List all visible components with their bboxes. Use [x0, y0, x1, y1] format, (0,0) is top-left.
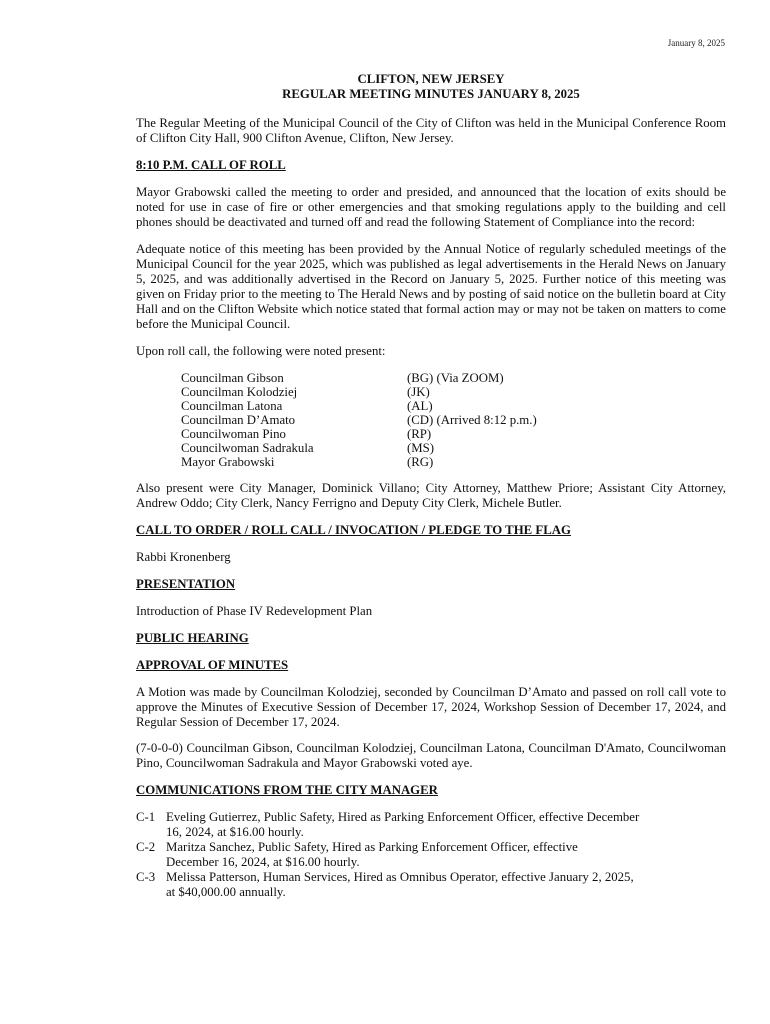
member-code: (CD) (Arrived 8:12 p.m.): [407, 413, 537, 427]
member-code: (BG) (Via ZOOM): [407, 371, 504, 385]
member-name: Councilwoman Sadrakula: [181, 441, 314, 455]
invocation-text: Rabbi Kronenberg: [136, 550, 231, 564]
member-name: Councilman D’Amato: [181, 413, 296, 427]
communications-list: [136, 810, 726, 900]
communication-item: [136, 870, 726, 900]
communication-number: C-3: [136, 870, 156, 884]
communications-heading: COMMUNICATIONS FROM THE CITY MANAGER: [136, 783, 438, 797]
member-name: Councilman Kolodziej: [181, 385, 298, 399]
header-date: January 8, 2025: [667, 38, 725, 48]
approval-of-minutes-heading: APPROVAL OF MINUTES: [136, 658, 289, 672]
member-code: (JK): [407, 385, 430, 399]
call-to-order-heading: CALL TO ORDER / ROLL CALL / INVOCATION / PLEDGE TO THE FLAG: [136, 523, 571, 537]
roll-call-row: [181, 385, 726, 399]
approval-motion-paragraph: A Motion was made by Councilman Kolodziej, seconded by Councilman D’Amato and passed on roll call vote to approve the Minutes of Executive Session of December 17, 2024, Workshop Session of December 17, 2024, and Regular Session of December 17, 2024.: [136, 685, 726, 729]
communication-text-line: 16, 2024, at $16.00 hourly.: [166, 825, 304, 839]
roll-call-list: [181, 371, 726, 469]
roll-call-intro: Upon roll call, the following were noted present:: [136, 344, 386, 358]
communication-item: [136, 840, 726, 870]
communication-text-line: Eveling Gutierrez, Public Safety, Hired as Parking Enforcement Officer, effective December: [166, 810, 640, 824]
communication-item: [136, 810, 726, 840]
presentation-heading: PRESENTATION: [136, 577, 236, 591]
member-code: (RP): [407, 427, 432, 441]
also-present-paragraph: Also present were City Manager, Dominick Villano; City Attorney, Matthew Priore; Assistant City Attorney, Andrew Oddo; City Clerk, Nancy Ferrigno and Deputy City Clerk, Michele Butler.: [136, 481, 726, 510]
member-name: Mayor Grabowski: [181, 455, 275, 469]
roll-call-row: [181, 413, 726, 427]
document-title-line2: REGULAR MEETING MINUTES JANUARY 8, 2025: [282, 87, 580, 101]
roll-call-row: [181, 455, 726, 469]
member-code: (MS): [407, 441, 435, 455]
roll-call-row: [181, 441, 726, 455]
intro-paragraph: The Regular Meeting of the Municipal Council of the City of Clifton was held in the Municipal Conference Room of Clifton City Hall, 900 Clifton Avenue, Clifton, New Jersey.: [136, 116, 726, 145]
member-name: Councilman Gibson: [181, 371, 284, 385]
communication-text-line: Melissa Patterson, Human Services, Hired as Omnibus Operator, effective January 2, 2025,: [166, 870, 634, 884]
approval-vote-paragraph: (7-0-0-0) Councilman Gibson, Councilman Kolodziej, Councilman Latona, Councilman D'Amato, Councilwoman Pino, Councilwoman Sadrakula and Mayor Grabowski voted aye.: [136, 741, 726, 770]
communication-number: C-2: [136, 840, 156, 854]
member-name: Councilwoman Pino: [181, 427, 286, 441]
member-code: (RG): [407, 455, 434, 469]
roll-call-row: [181, 399, 726, 413]
notice-paragraph: Adequate notice of this meeting has been provided by the Annual Notice of regularly scheduled meetings of the Municipal Council for the year 2025, which was published as legal advertisements in the Herald News on January 5, 2025, and was additionally advertised in the Record on January 5, 2025. Further notice of this meeting was given on Friday prior to the meeting to The Herald News and by posting of said notice on the bulletin board at City Hall and on the Clifton Website which notice stated that formal action may or may not be taken on matters to come before the Municipal Council.: [136, 242, 726, 331]
public-hearing-heading: PUBLIC HEARING: [136, 631, 249, 645]
mayor-paragraph: Mayor Grabowski called the meeting to order and presided, and announced that the location of exits should be noted for use in case of fire or other emergencies and that smoking regulations apply to the building and cell phones should be deactivated and turned off and read the following Statement of Compliance into the record:: [136, 185, 726, 229]
communication-number: C-1: [136, 810, 156, 824]
communication-text-line: Maritza Sanchez, Public Safety, Hired as Parking Enforcement Officer, effective: [166, 840, 578, 854]
communication-text-line: December 16, 2024, at $16.00 hourly.: [166, 855, 360, 869]
presentation-text: Introduction of Phase IV Redevelopment Plan: [136, 604, 373, 618]
member-name: Councilman Latona: [181, 399, 283, 413]
call-of-roll-heading: 8:10 P.M. CALL OF ROLL: [136, 158, 286, 172]
minutes-content: [136, 72, 726, 900]
communication-text-line: at $40,000.00 annually.: [166, 885, 286, 899]
member-code: (AL): [407, 399, 433, 413]
roll-call-row: [181, 427, 726, 441]
roll-call-row: [181, 371, 726, 385]
document-title-line1: CLIFTON, NEW JERSEY: [357, 72, 505, 86]
